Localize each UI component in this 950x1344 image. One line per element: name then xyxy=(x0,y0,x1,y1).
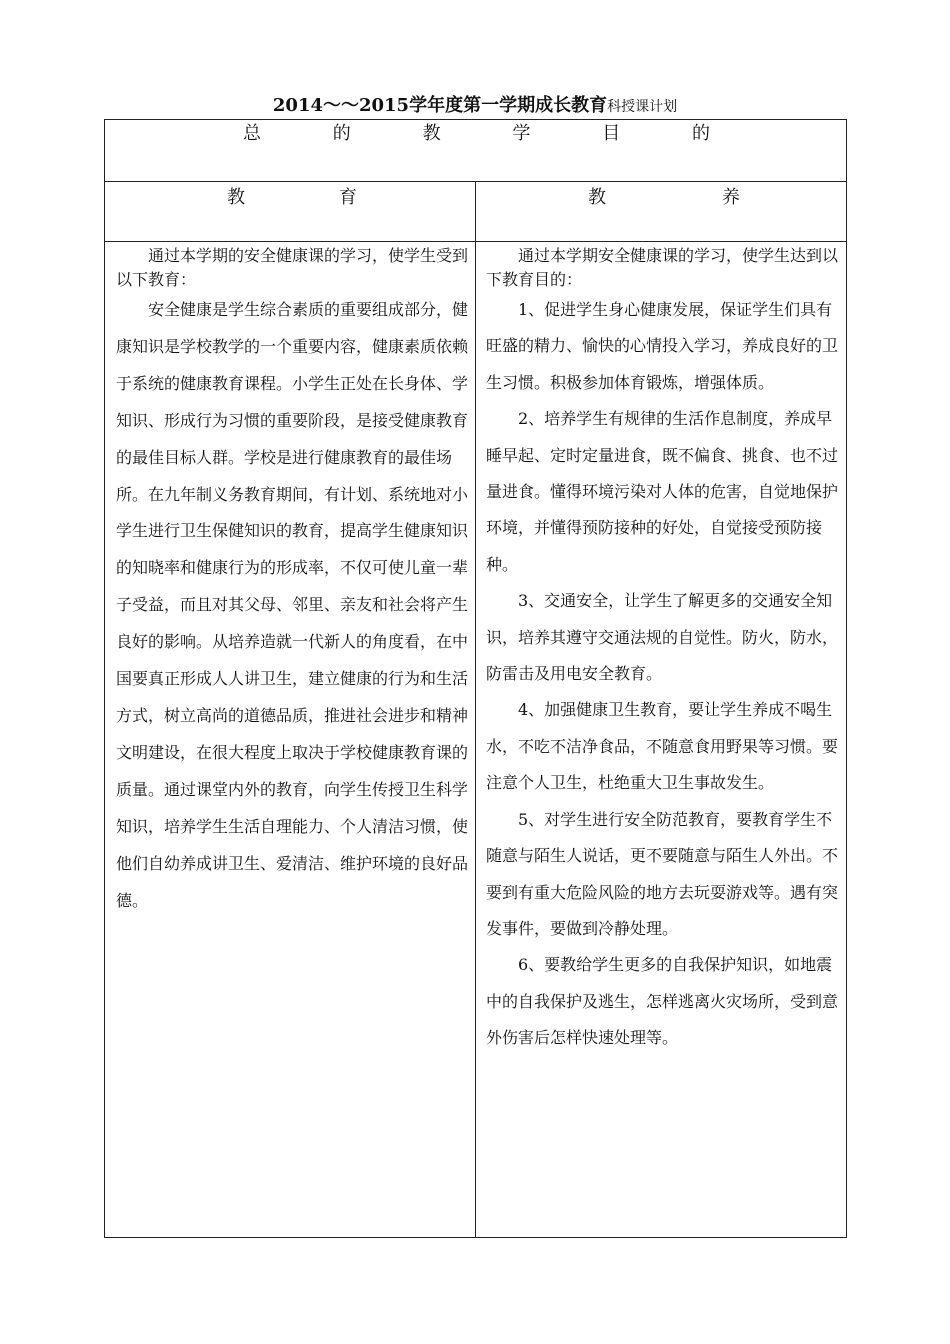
cultivation-column-header xyxy=(476,182,846,242)
cultivation-item: 6、要教给学生更多的自我保护知识，如地震中的自我保护及逃生，怎样逃离火灾场所，受到意外伤害后怎样快速处理等。 xyxy=(486,955,839,1048)
cultivation-heading xyxy=(588,184,740,212)
objective-heading-char: 学 xyxy=(512,123,531,144)
education-intro: 通过本学期的安全健康课的学习，使学生受到以下教育： xyxy=(116,246,469,289)
cultivation-content xyxy=(476,242,846,1237)
cultivation-item: 3、交通安全，让学生了解更多的交通安全知识，培养其遵守交通法规的自觉性。防火，防水，防雷击及用电安全教育。 xyxy=(486,591,839,684)
content-row xyxy=(105,242,846,1237)
education-heading xyxy=(227,184,357,212)
objective-row xyxy=(105,120,846,182)
cultivation-item: 4、加强健康卫生教育，要让学生养成不喝生水，不吃不洁净食品，不随意食用野果等习惯。要注意个人卫生，杜绝重大卫生事故发生。 xyxy=(486,700,839,793)
education-column-header xyxy=(105,182,476,242)
title-main: 2014～～2015学年度第一学期成长教育 xyxy=(272,95,608,116)
cultivation-item: 5、对学生进行安全防范教育，要教育学生不随意与陌生人说话，更不要随意与陌生人外出。不要到有重大危险风险的地方去玩耍游戏等。遇有突发事件，要做到冷静处理。 xyxy=(486,809,839,938)
cultivation-heading-char: 养 xyxy=(722,187,740,208)
education-heading-char: 教 xyxy=(227,187,245,208)
objective-heading-char: 总 xyxy=(243,123,261,144)
education-paragraph: 安全健康是学生综合素质的重要组成部分，健康知识是学校教学的一个重要内容，健康素质依赖于系统的健康教育课程。小学生正处在长身体、学知识、形成行为习惯的重要阶段，是接受健康教育的最佳目标人群。学校是进行健康教育的最佳场所。在九年制义务教育期间，有计划、系统地对小学生进行卫生保健知识的教育，提高学生健康知识的知晓率和健康行为的形成率，不仅可使儿童一辈子受益，而且对其父母、邻里、亲友和社会将产生良好的影响。从培养造就一代新人的角度看，在中国要真正形成人人讲卫生，建立健康的行为和生活方式，树立高尚的道德品质，推进社会进步和精神文明建设，在很大程度上取决于学校健康教育课的质量。通过课堂内外的教育，向学生传授卫生科学知识，培养学生生活自理能力、个人清洁习惯，使他们自幼养成讲卫生、爱清洁、维护环境的良好品德。 xyxy=(116,300,469,910)
objective-heading-char: 目 xyxy=(602,123,621,144)
cultivation-heading-char: 教 xyxy=(588,187,606,208)
objective-heading-char: 的 xyxy=(332,123,351,144)
cultivation-item: 2、培养学生有规律的生活作息制度，养成早睡早起、定时定量进食，既不偏食、挑食、也不过量进食。懂得环境污染对人体的危害，自觉地保护环境，并懂得预防接种的好处，自觉接受预防接种。 xyxy=(486,409,839,574)
objective-heading-char: 的 xyxy=(691,123,710,144)
objective-heading xyxy=(243,120,710,148)
column-header-row xyxy=(105,182,846,242)
cultivation-item: 1、促进学生身心健康发展，保证学生们具有旺盛的精力、愉快的心情投入学习，养成良好的卫生习惯。积极参加体育锻炼，增强体质。 xyxy=(486,300,839,392)
lesson-plan-table xyxy=(104,119,847,1238)
objective-heading-char: 教 xyxy=(422,123,441,144)
page-title xyxy=(0,94,950,119)
education-heading-char: 育 xyxy=(339,187,357,208)
cultivation-intro: 通过本学期安全健康课的学习，使学生达到以下教育目的： xyxy=(486,246,839,289)
title-suffix: 科授课计划 xyxy=(607,99,678,115)
education-content xyxy=(105,242,476,1237)
